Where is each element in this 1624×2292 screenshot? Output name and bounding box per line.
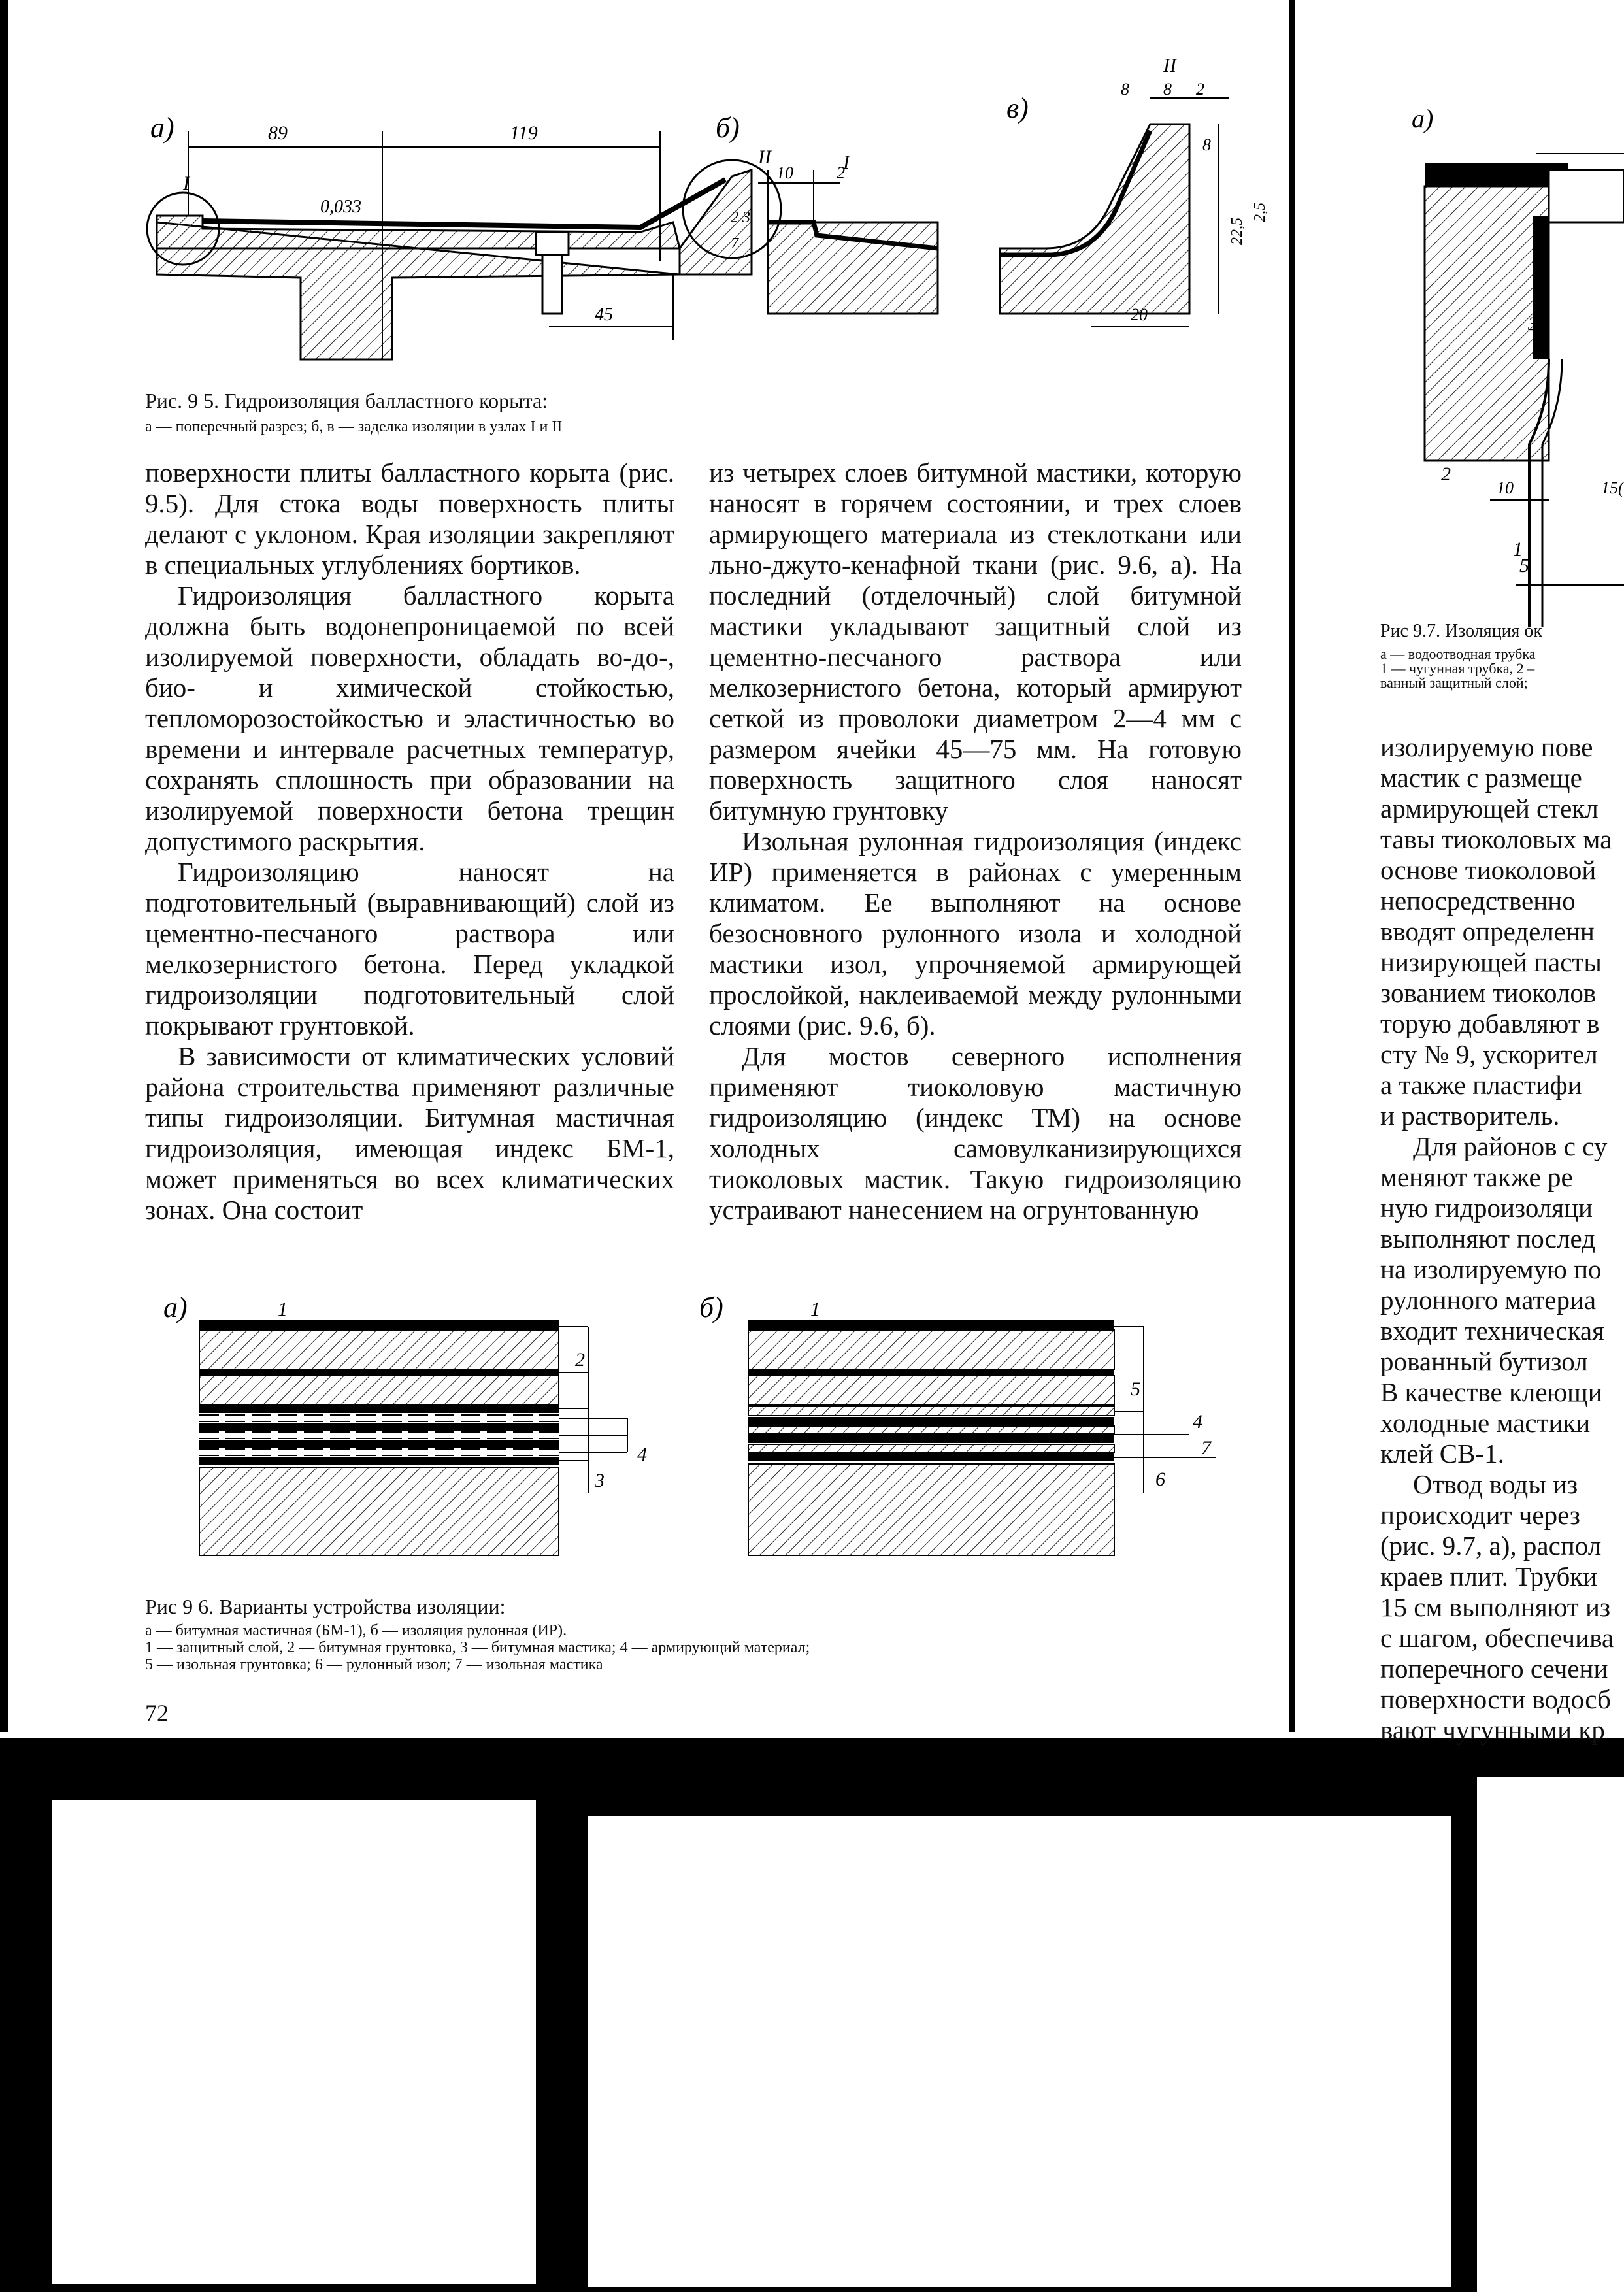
fig95-b-dim-7: 7 bbox=[731, 235, 738, 252]
text-column-right bbox=[1380, 732, 1624, 1746]
fig96-caption-line: а — битумная мастичная (БМ-1), б — изоляция рулонная (ИР). bbox=[145, 1622, 567, 1639]
text-line: клей СВ-1. bbox=[1380, 1438, 1504, 1469]
text-column-middle bbox=[709, 457, 1242, 1225]
fig95-dim-45: 45 bbox=[595, 305, 613, 325]
fig95-v-dim-22-5: 22,5 bbox=[1229, 218, 1246, 245]
text-line: выполняют послед bbox=[1380, 1223, 1595, 1254]
fig95-b-dim-2: 2 bbox=[837, 163, 845, 182]
paragraph: В зависимости от климатических условий района строительства применяют различные типы гидроизоляции. Битумная мастичная гидроизоляция, имеющая индекс БМ-1, может применяться во всех климатических зонах. Она состоит bbox=[145, 1041, 674, 1225]
text-line: на изолируемую по bbox=[1380, 1254, 1602, 1284]
fig97-n5: 5 bbox=[1519, 555, 1529, 576]
paragraph: Гидроизоляция балластного корыта должна быть водонепроницаемой по всей изолируемой поверхности, обладать во-до-, био- и химической стойкостью, тепломорозостойкостью и эластичностью во времени и интервале расчетных температур, сохранять сплошность при образовании на изолируемой поверхности бетона трещин допустимого раскрытия. bbox=[145, 580, 674, 856]
text-line: сту № 9, ускорител bbox=[1380, 1039, 1598, 1069]
figure-9-5 bbox=[131, 52, 1281, 405]
fig97-label-a: а) bbox=[1412, 104, 1434, 133]
fig96-caption-title: Рис 9 6. Варианты устройства изоляции: bbox=[145, 1595, 506, 1618]
fig96-b-n4: 4 bbox=[1193, 1411, 1202, 1433]
fig95-v-dim-8c: 8 bbox=[1202, 135, 1211, 154]
fig96-caption-line: 1 — защитный слой, 2 — битумная грунтовка, 3 — битумная мастика; 4 — армирующий материал; bbox=[145, 1639, 810, 1656]
text-line: основе тиоколовой bbox=[1380, 855, 1597, 885]
fig96-caption-line: 5 — изольная грунтовка; 6 — рулонный изол; 7 — изольная мастика bbox=[145, 1656, 603, 1673]
text-line: входит техническая bbox=[1380, 1316, 1604, 1346]
fig95-node-I: I bbox=[183, 173, 190, 194]
fig96-b-n5: 5 bbox=[1131, 1378, 1140, 1400]
text-line: краев плит. Трубки bbox=[1380, 1561, 1598, 1591]
fig95-label-a: а) bbox=[150, 112, 174, 144]
fig95-caption-sub: а — поперечный разрез; б, в — заделка изоляции в узлах I и II bbox=[145, 418, 563, 435]
paragraph: из четырех слоев битумной мастики, которую наносят в горячем состоянии, и трех слоев армирующего материала из стеклоткани или льно-джуто-кенафной ткани (рис. 9.6, а). На последний (отделочный) слой битумной мастики укладывают защитный слой из цементно-песчаного раствора или мелкозернистого бетона, который армируют сеткой из проволоки диаметром 2—4 мм с размером ячейки 45—75 мм. На готовую поверхность защитного слоя наносят битумную грунтовку bbox=[709, 457, 1242, 825]
text-line: Отвод воды из bbox=[1413, 1469, 1578, 1499]
fig97-n2: 2 bbox=[1441, 463, 1451, 485]
fig97-caption-line: а — водоотводная трубка bbox=[1380, 646, 1536, 662]
page-number: 72 bbox=[145, 1700, 169, 1726]
fig97-dim-15: 15( bbox=[1601, 478, 1624, 497]
fig95-b-dim-10: 10 bbox=[776, 163, 793, 182]
paragraph: Гидроизоляцию наносят на подготовительный (выравнивающий) слой из цементно-песчаного раствора или мелкозернистого бетона. Перед укладкой гидроизоляции подготовительный слой покрывают грунтовкой. bbox=[145, 857, 674, 1040]
scan-left-edge bbox=[0, 0, 8, 1732]
text-line: происходит через bbox=[1380, 1500, 1580, 1530]
fig96-a-n4: 4 bbox=[637, 1444, 647, 1465]
text-line: ную гидроизоляци bbox=[1380, 1193, 1593, 1223]
text-line: армирующей стекл bbox=[1380, 793, 1599, 823]
text-line: с шагом, обеспечива bbox=[1380, 1623, 1614, 1653]
fig96-b-n6: 6 bbox=[1155, 1469, 1165, 1490]
fig95-node-II: II bbox=[758, 146, 771, 168]
page-gutter bbox=[1289, 0, 1295, 1732]
fig95-label-b: б) bbox=[716, 112, 740, 144]
scan-white-patch bbox=[588, 1816, 1451, 2287]
scan-black-margin bbox=[0, 1738, 1624, 2292]
fig95-slope: 0,033 bbox=[320, 197, 361, 217]
fig95-label-v: в) bbox=[1006, 92, 1029, 124]
fig95-v-dim-8a: 8 bbox=[1121, 80, 1129, 99]
text-line: меняют также ре bbox=[1380, 1162, 1573, 1192]
fig95-caption-title: Рис. 9 5. Гидроизоляция балластного корыта: bbox=[145, 389, 548, 412]
text-line: тавы тиоколовых ма bbox=[1380, 824, 1612, 854]
text-line: изолируемую пове bbox=[1380, 732, 1593, 762]
text-line: непосредственно bbox=[1380, 886, 1576, 916]
fig95-dim-89: 89 bbox=[268, 122, 288, 144]
scan-white-patch bbox=[52, 1800, 536, 2284]
fig97-n1: 1 bbox=[1513, 539, 1523, 560]
fig95-v-dim-20: 20 bbox=[1131, 305, 1148, 324]
fig96-a-n2: 2 bbox=[575, 1349, 585, 1370]
text-line: а также пластифи bbox=[1380, 1070, 1582, 1100]
text-line: 15 см выполняют из bbox=[1380, 1592, 1611, 1622]
text-line: рованный бутизол bbox=[1380, 1346, 1588, 1376]
text-line: низирующей пасты bbox=[1380, 947, 1602, 977]
fig97-caption-title: Рис 9.7. Изоляция ок bbox=[1380, 621, 1543, 641]
fig95-v-node-II: II bbox=[1163, 55, 1176, 76]
text-line: В качестве клеющи bbox=[1380, 1377, 1602, 1407]
text-line: рулонного материа bbox=[1380, 1285, 1597, 1315]
text-line: зованием тиоколов bbox=[1380, 978, 1597, 1008]
text-column-left bbox=[145, 457, 674, 1225]
fig95-v-dim-2: 2 bbox=[1196, 80, 1204, 99]
paragraph: Для мостов северного исполнения применяют тиоколовую мастичную гидроизоляцию (индекс ТМ) на основе холодных самовулканизирующихся тиоколовых мастик. Такую гидроизоляцию устраивают нанесением на огрунтованную bbox=[709, 1041, 1242, 1225]
fig96-b-n1: 1 bbox=[810, 1299, 820, 1320]
text-line: поверхности водосб bbox=[1380, 1684, 1611, 1714]
fig95-b-dim-23: 2 3 bbox=[731, 209, 750, 226]
text-line: вводят определенн bbox=[1380, 916, 1595, 946]
paragraph: поверхности плиты балластного корыта (рис. 9.5). Для стока воды поверхность плиты делают с уклоном. Края изоляции закрепляют в специальных углублениях бортиков. bbox=[145, 457, 674, 580]
figure-9-7-fragment bbox=[1385, 98, 1624, 627]
figure-9-6 bbox=[157, 1278, 1229, 1618]
fig95-b-node-I: I bbox=[843, 152, 850, 173]
text-line: (рис. 9.7, а), распол bbox=[1380, 1531, 1602, 1561]
fig96-a-n1: 1 bbox=[278, 1299, 288, 1320]
fig96-label-b: б) bbox=[699, 1291, 723, 1323]
text-line: поперечного сечени bbox=[1380, 1653, 1608, 1684]
fig96-a-n3: 3 bbox=[595, 1470, 605, 1491]
fig97-caption-line: ванный защитный слой; bbox=[1380, 674, 1528, 691]
fig97-caption-line: 1 — чугунная трубка, 2 – bbox=[1380, 660, 1535, 676]
fig96-label-a: а) bbox=[163, 1291, 188, 1323]
paragraph: Изольная рулонная гидроизоляция (индекс ИР) применяется в районах с умеренным климатом. Ее выполняют на основе безосновного рулонного изола и холодной мастики изол, упрочняемой армирующей прослойкой, наклеиваемой между рулонными слоями (рис. 9.6, б). bbox=[709, 826, 1242, 1040]
fig95-dim-119: 119 bbox=[510, 122, 538, 144]
text-line: Для районов с су bbox=[1413, 1131, 1608, 1161]
fig95-v-dim-2-5: 2,5 bbox=[1251, 203, 1268, 222]
fig95-v-dim-8b: 8 bbox=[1163, 80, 1172, 99]
fig97-dim-10: 10 bbox=[1497, 478, 1514, 497]
text-line: вают чугунными кр bbox=[1380, 1715, 1605, 1745]
fig96-b-n7: 7 bbox=[1201, 1437, 1211, 1459]
text-line: и растворитель. bbox=[1380, 1101, 1560, 1131]
text-line: холодные мастики bbox=[1380, 1408, 1591, 1438]
text-line: мастик с размеще bbox=[1380, 763, 1582, 793]
fig97-n3: 3 bbox=[1528, 313, 1538, 335]
text-line: торую добавляют в bbox=[1380, 1008, 1600, 1038]
scan-white-patch bbox=[1477, 1777, 1624, 2292]
